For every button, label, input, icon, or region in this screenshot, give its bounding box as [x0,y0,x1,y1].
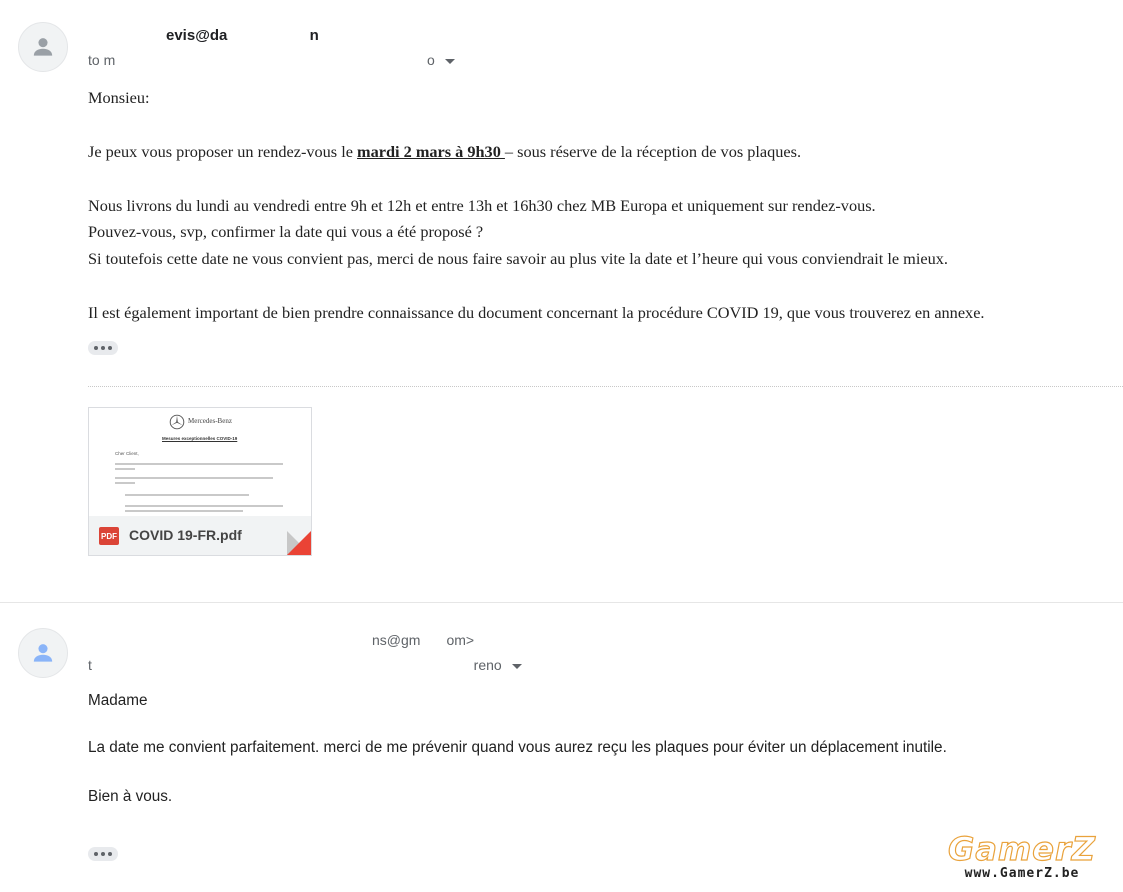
recipient-line[interactable]: t reno [88,657,522,673]
page-corner-icon [287,531,311,555]
dot-icon [101,852,105,856]
recipient-line[interactable]: to m o [88,52,455,68]
person-icon [30,34,56,60]
attachment-card[interactable] [88,407,312,556]
show-trimmed-content-button[interactable] [88,341,118,355]
pdf-icon: PDF [99,527,119,545]
dot-icon [108,346,112,350]
body-paragraph-2-line-1: Nous livrons du lundi au vendredi entre 9h et 12h et entre 13h et 16h30 chez MB Europa et uniquement sur rendez-vous. [88,196,876,215]
preview-text-line [125,505,283,507]
attachment-footer[interactable] [89,516,311,555]
body-paragraph-3: Il est également important de bien prendre connaissance du document concernant la procédure COVID 19, que vous trouverez en annexe. [88,303,985,322]
preview-text-line [125,494,249,496]
chevron-down-icon[interactable] [445,59,455,64]
person-icon [30,640,56,666]
preview-salutation: Cher Client, [115,451,139,456]
show-trimmed-content-button[interactable] [88,847,118,861]
dot-icon [101,346,105,350]
body-paragraph-1: La date me convient parfaitement. merci de me prévenir quand vous aurez reçu les plaques pour éviter un déplacement inutile. [88,739,947,756]
dot-icon [108,852,112,856]
body-paragraph-2-line-2: Pouvez-vous, svp, confirmer la date qui vous a été proposé ? [88,222,484,241]
preview-text-line [115,468,135,470]
dot-icon [94,346,98,350]
attachment-filename: COVID 19-FR.pdf [129,527,242,543]
dot-icon [94,852,98,856]
watermark [937,832,1107,881]
greeting: Monsieu: [88,88,150,107]
watermark-logo: GamerZ [948,830,1096,868]
preview-text-line [125,510,243,512]
greeting: Madame [88,692,148,709]
mercedes-logo-icon [169,414,185,430]
appointment-date: mardi 2 mars à 9h30 [357,142,505,161]
sender-avatar[interactable] [18,22,68,72]
attachment-preview [89,408,311,516]
preview-title: Mesures exceptionnelles COVID-19 [162,436,238,441]
body-paragraph-2-line-3: Si toutefois cette date ne vous convient pas, merci de nous faire savoir au plus vite la date et l’heure qui vous conviendrait le mieux. [88,249,948,268]
preview-text-line [115,477,273,479]
preview-text-line [115,463,283,465]
preview-brand: Mercedes-Benz [188,417,232,425]
message-divider [0,602,1123,603]
chevron-down-icon[interactable] [512,664,522,669]
closing: Bien à vous. [88,788,173,805]
attachment-divider [88,386,1123,387]
watermark-url: www.GamerZ.be [964,866,1080,881]
sender-avatar[interactable] [18,628,68,678]
sender-name[interactable]: evis@da n [166,27,319,44]
preview-text-line [115,482,135,484]
body-paragraph-1: Je peux vous proposer un rendez-vous le mardi 2 mars à 9h30 – sous réserve de la réception de vos plaques. [88,142,802,161]
sender-email[interactable]: ns@gm om> [372,632,475,648]
